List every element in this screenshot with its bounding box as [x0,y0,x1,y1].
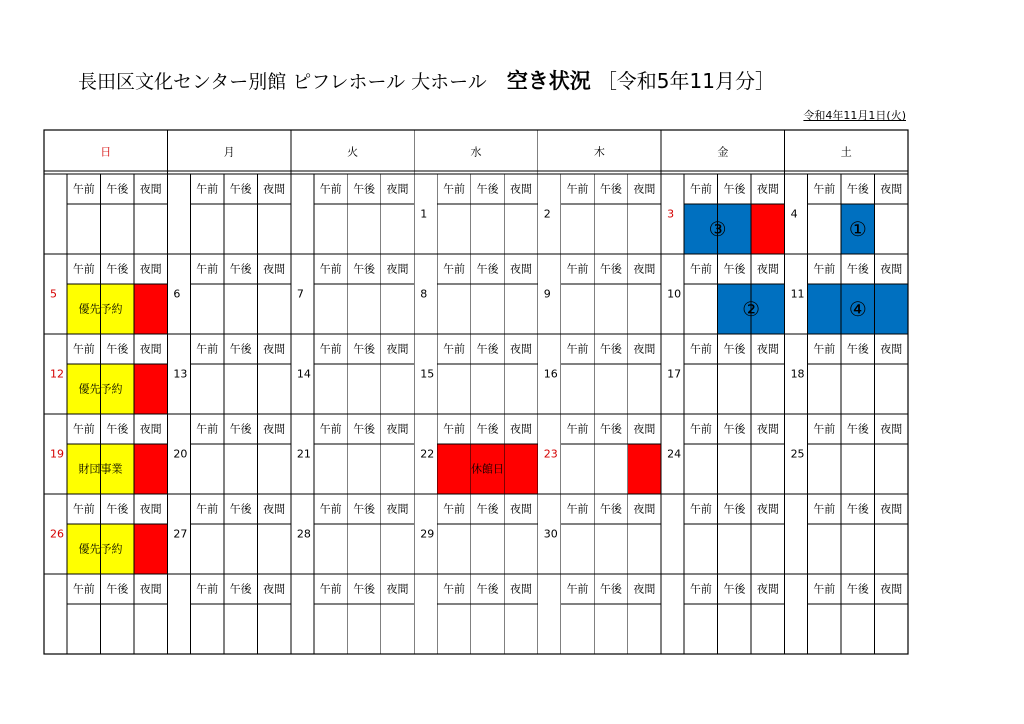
booking-label: 優先予約 [78,382,123,396]
slot-label-0: 午前 [443,182,466,196]
slot-label-1: 午後 [353,582,376,596]
slot-label-2: 夜間 [509,422,532,436]
day-number: 14 [296,367,311,381]
slot-label-1: 午後 [229,582,252,596]
slot-label-0: 午前 [319,582,342,596]
slot-label-1: 午後 [599,182,622,196]
slot-label-1: 午後 [846,182,869,196]
booking-label: ② [742,297,761,321]
slot-label-0: 午前 [319,262,342,276]
slot-label-1: 午後 [599,582,622,596]
day-number: 30 [543,527,558,541]
day-number: 8 [420,287,428,301]
slot-label-1: 午後 [106,582,129,596]
slot-label-0: 午前 [689,182,712,196]
weekday-header-0: 日 [100,145,112,159]
slot-label-1: 午後 [723,422,746,436]
slot-label-0: 午前 [689,582,712,596]
slot-label-1: 午後 [723,262,746,276]
slot-label-1: 午後 [599,262,622,276]
day-number: 3 [667,207,675,221]
slot-label-2: 夜間 [756,582,779,596]
target-month: ［令和5年11月分］ [596,69,775,93]
booking-label: ① [848,217,867,241]
day-number: 6 [173,287,181,301]
slot-label-0: 午前 [566,582,589,596]
slot-label-2: 夜間 [263,582,286,596]
booking-block-reserved [134,364,167,414]
slot-label-2: 夜間 [633,422,656,436]
slot-label-1: 午後 [723,502,746,516]
day-number: 5 [50,287,57,301]
day-number: 7 [296,287,304,301]
slot-label-1: 午後 [353,502,376,516]
slot-label-0: 午前 [689,502,712,516]
slot-label-0: 午前 [72,582,95,596]
slot-label-0: 午前 [196,502,219,516]
slot-label-2: 夜間 [139,182,162,196]
slot-label-2: 夜間 [386,342,409,356]
slot-label-2: 夜間 [756,422,779,436]
booking-label: ④ [848,297,867,321]
slot-label-1: 午後 [353,342,376,356]
slot-label-2: 夜間 [756,262,779,276]
slot-label-2: 夜間 [509,342,532,356]
slot-label-2: 夜間 [633,502,656,516]
slot-label-0: 午前 [196,182,219,196]
slot-label-2: 夜間 [263,182,286,196]
slot-label-0: 午前 [813,182,836,196]
slot-label-1: 午後 [106,262,129,276]
slot-label-1: 午後 [476,182,499,196]
day-number: 20 [173,447,188,461]
booking-block-reserved [751,204,784,254]
weekday-header-1: 月 [223,145,235,159]
booking-label: 財団事業 [78,462,123,476]
weekday-header-5: 金 [717,145,729,159]
day-number: 4 [790,207,798,221]
slot-label-1: 午後 [476,502,499,516]
day-number: 15 [420,367,435,381]
slot-label-1: 午後 [846,342,869,356]
slot-label-2: 夜間 [880,262,903,276]
day-number: 12 [50,367,64,381]
day-number: 10 [667,287,682,301]
slot-label-2: 夜間 [509,182,532,196]
booking-block-reserved [628,444,661,494]
slot-label-0: 午前 [72,262,95,276]
booking-block-reserved [134,284,167,334]
slot-label-0: 午前 [813,262,836,276]
slot-label-2: 夜間 [139,422,162,436]
slot-label-0: 午前 [319,342,342,356]
slot-label-0: 午前 [72,422,95,436]
slot-label-0: 午前 [196,342,219,356]
day-number: 24 [667,447,682,461]
slot-label-2: 夜間 [880,502,903,516]
day-number: 23 [543,447,558,461]
booking-block-reserved [134,524,167,574]
slot-label-0: 午前 [689,342,712,356]
day-number: 2 [543,207,551,221]
slot-label-2: 夜間 [880,342,903,356]
slot-label-2: 夜間 [756,502,779,516]
slot-label-1: 午後 [229,422,252,436]
slot-label-1: 午後 [106,502,129,516]
slot-label-0: 午前 [443,422,466,436]
slot-label-2: 夜間 [263,262,286,276]
availability-heading: 空き状況 [506,69,591,93]
day-number: 22 [420,447,435,461]
slot-label-1: 午後 [353,182,376,196]
day-number: 19 [50,447,64,461]
slot-label-0: 午前 [443,262,466,276]
slot-label-2: 夜間 [509,582,532,596]
slot-label-2: 夜間 [633,182,656,196]
slot-label-1: 午後 [476,422,499,436]
weekday-header-4: 木 [593,145,605,159]
slot-label-2: 夜間 [386,502,409,516]
slot-label-0: 午前 [566,262,589,276]
slot-label-1: 午後 [723,182,746,196]
booking-label: 優先予約 [78,542,123,556]
slot-label-2: 夜間 [263,342,286,356]
booking-label: ③ [708,217,727,241]
day-number: 18 [790,367,805,381]
slot-label-2: 夜間 [756,182,779,196]
slot-label-1: 午後 [846,582,869,596]
slot-label-0: 午前 [813,582,836,596]
slot-label-0: 午前 [196,422,219,436]
slot-label-1: 午後 [229,342,252,356]
slot-label-0: 午前 [319,502,342,516]
day-number: 16 [543,367,558,381]
booking-label: 休館日 [471,462,504,476]
slot-label-2: 夜間 [386,182,409,196]
slot-label-1: 午後 [229,182,252,196]
slot-label-2: 夜間 [880,582,903,596]
slot-label-0: 午前 [566,342,589,356]
slot-label-1: 午後 [353,422,376,436]
slot-label-0: 午前 [566,182,589,196]
booking-label: 優先予約 [78,302,123,316]
slot-label-1: 午後 [106,422,129,436]
slot-label-2: 夜間 [756,342,779,356]
slot-label-2: 夜間 [139,262,162,276]
day-number: 26 [50,527,64,541]
slot-label-1: 午後 [723,582,746,596]
day-number: 27 [173,527,188,541]
slot-label-2: 夜間 [263,422,286,436]
slot-label-0: 午前 [689,422,712,436]
booking-block-reserved [134,444,167,494]
slot-label-1: 午後 [476,342,499,356]
slot-label-1: 午後 [476,582,499,596]
day-number: 21 [296,447,311,461]
slot-label-1: 午後 [599,502,622,516]
slot-label-1: 午後 [229,502,252,516]
slot-label-2: 夜間 [509,262,532,276]
slot-label-0: 午前 [689,262,712,276]
day-number: 29 [420,527,435,541]
slot-label-2: 夜間 [633,342,656,356]
slot-label-0: 午前 [566,422,589,436]
slot-label-1: 午後 [846,502,869,516]
slot-label-1: 午後 [846,422,869,436]
slot-label-2: 夜間 [386,262,409,276]
slot-label-1: 午後 [353,262,376,276]
slot-label-0: 午前 [319,182,342,196]
slot-label-2: 夜間 [139,582,162,596]
slot-label-2: 夜間 [509,502,532,516]
slot-label-0: 午前 [813,422,836,436]
slot-label-1: 午後 [229,262,252,276]
weekday-header-3: 水 [470,145,482,159]
slot-label-2: 夜間 [633,262,656,276]
hall-name: 長田区文化センター別館 ピフレホール 大ホール [78,71,487,93]
slot-label-1: 午後 [846,262,869,276]
slot-label-1: 午後 [106,342,129,356]
slot-label-2: 夜間 [633,582,656,596]
slot-label-0: 午前 [566,502,589,516]
slot-label-0: 午前 [443,502,466,516]
day-number: 13 [173,367,188,381]
slot-label-2: 夜間 [880,422,903,436]
slot-label-0: 午前 [443,582,466,596]
slot-label-1: 午後 [106,182,129,196]
slot-label-0: 午前 [72,502,95,516]
day-number: 28 [296,527,311,541]
slot-label-2: 夜間 [139,342,162,356]
day-number: 1 [420,207,428,221]
slot-label-1: 午後 [723,342,746,356]
slot-label-2: 夜間 [386,422,409,436]
slot-label-1: 午後 [476,262,499,276]
slot-label-0: 午前 [72,342,95,356]
day-number: 17 [667,367,682,381]
slot-label-2: 夜間 [139,502,162,516]
slot-label-0: 午前 [196,262,219,276]
slot-label-0: 午前 [813,342,836,356]
slot-label-0: 午前 [813,502,836,516]
day-number: 9 [543,287,551,301]
weekday-header-6: 土 [840,145,852,159]
slot-label-1: 午後 [599,422,622,436]
slot-label-1: 午後 [599,342,622,356]
slot-label-0: 午前 [196,582,219,596]
day-number: 11 [790,287,805,301]
slot-label-2: 夜間 [386,582,409,596]
slot-label-0: 午前 [443,342,466,356]
slot-label-0: 午前 [319,422,342,436]
day-number: 25 [790,447,805,461]
as-of-date: 令和4年11月1日(火) [803,109,906,122]
weekday-header-2: 火 [347,145,359,159]
slot-label-2: 夜間 [880,182,903,196]
slot-label-2: 夜間 [263,502,286,516]
slot-label-0: 午前 [72,182,95,196]
